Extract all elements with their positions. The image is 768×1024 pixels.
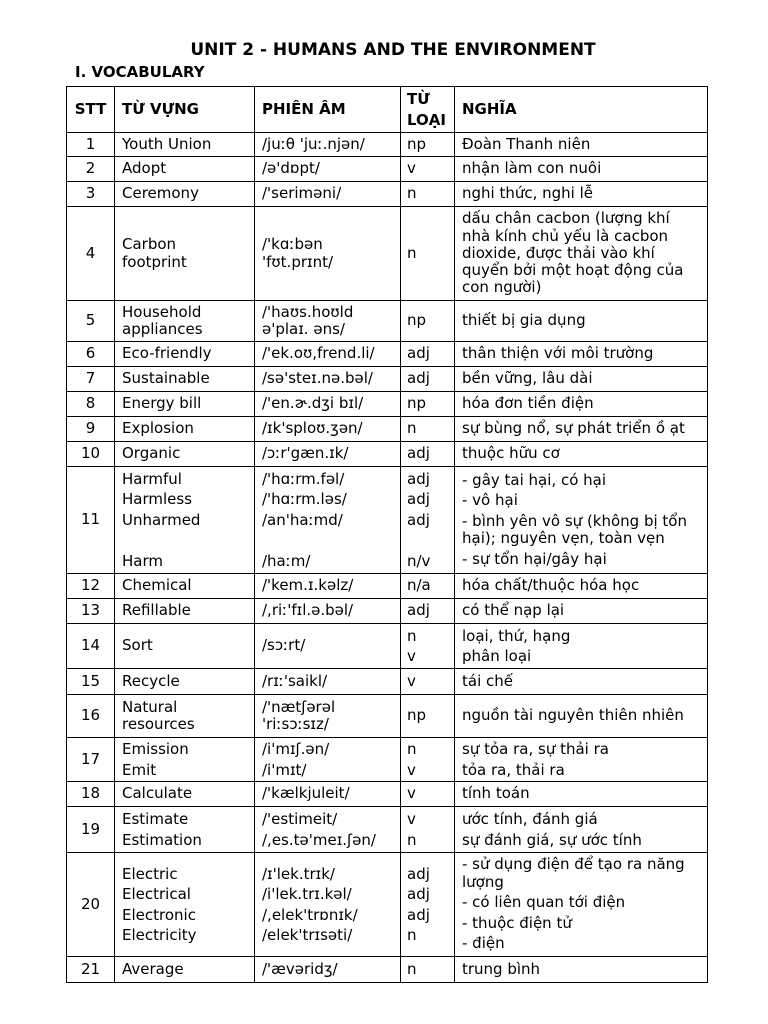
part-of-speech: adj — [401, 599, 455, 624]
meaning: thiết bị gia dụng — [455, 301, 708, 342]
table-row — [67, 157, 708, 182]
table-row — [67, 133, 708, 157]
table-row — [67, 392, 708, 417]
vocab-word-cell — [115, 738, 255, 782]
vocab-word: Sustainable — [115, 367, 255, 392]
vocab-word: Emission — [122, 740, 189, 758]
part-of-speech: np — [401, 301, 455, 342]
part-of-speech: v — [401, 669, 455, 695]
table-row — [67, 442, 708, 467]
part-of-speech: adj — [407, 490, 430, 509]
row-number: 21 — [67, 957, 115, 983]
phonetic-cell — [255, 467, 401, 574]
phonetic: /'en.ɚ.dʒi bɪl/ — [255, 392, 401, 417]
header-word: TỪ VỰNG — [115, 87, 255, 133]
part-of-speech-cell — [401, 853, 455, 957]
meaning: - điện — [462, 934, 505, 953]
vocab-word: Chemical — [115, 574, 255, 599]
blank-line — [262, 530, 398, 551]
meaning: - sử dụng điện để tạo ra năng lượng — [462, 855, 685, 891]
vocab-word: Harmful — [122, 469, 182, 488]
table-row — [67, 738, 708, 782]
part-of-speech-cell — [401, 807, 455, 853]
row-number: 5 — [67, 301, 115, 342]
phonetic: /'kem.ɪ.kəlz/ — [255, 574, 401, 599]
part-of-speech: adj — [401, 442, 455, 467]
phonetic: /elek'trɪsəti/ — [262, 926, 353, 944]
part-of-speech: adj — [401, 342, 455, 367]
part-of-speech: v — [401, 157, 455, 182]
meaning: - vô hại — [462, 491, 518, 510]
meaning: tính toán — [455, 782, 708, 807]
meaning: trung bình — [455, 957, 708, 983]
phonetic: /'hɑːrm.ləs/ — [262, 490, 347, 509]
part-of-speech-cell — [401, 467, 455, 574]
table-row — [67, 301, 708, 342]
meaning: sự tỏa ra, sự thải ra — [462, 740, 609, 758]
header-stt: STT — [67, 87, 115, 133]
vocab-word: Average — [115, 957, 255, 983]
phonetic: /ɪ'lek.trɪk/ — [262, 864, 335, 883]
meaning: dấu chân cacbon (lượng khí nhà kính chủ yếu là cacbon dioxide, được thải vào khí quyển bởi một hoạt động của con người) — [455, 207, 708, 301]
vocab-word: Explosion — [115, 417, 255, 442]
phonetic: /'estimeit/ — [262, 810, 338, 828]
part-of-speech: v — [407, 760, 416, 779]
table-row — [67, 807, 708, 853]
phonetic: /'ek.oʊ,frend.li/ — [255, 342, 401, 367]
meaning: bền vững, lâu dài — [455, 367, 708, 392]
part-of-speech-cell — [401, 738, 455, 782]
blank-line — [122, 530, 248, 551]
meaning-cell — [455, 624, 708, 669]
row-number: 15 — [67, 669, 115, 695]
row-number: 12 — [67, 574, 115, 599]
meaning: - sự tổn hại/gây hại — [462, 549, 607, 568]
part-of-speech: adj — [407, 864, 430, 883]
vocab-word: Adopt — [115, 157, 255, 182]
vocab-word-cell — [115, 467, 255, 574]
vocab-word: Recycle — [115, 669, 255, 695]
part-of-speech: n/a — [401, 574, 455, 599]
phonetic: /,es.tə'meɪ.ʃən/ — [262, 830, 376, 849]
phonetic-cell — [255, 807, 401, 853]
row-number: 7 — [67, 367, 115, 392]
table-row — [67, 599, 708, 624]
phonetic: /rɪː'saikl/ — [255, 669, 401, 695]
meaning: - có liên quan tới điện — [462, 893, 626, 912]
meaning: sự đánh giá, sự ước tính — [462, 830, 642, 849]
vocab-word: Electricity — [122, 926, 197, 944]
table-row — [67, 853, 708, 957]
part-of-speech: n — [407, 626, 417, 645]
vocab-word: Refillable — [115, 599, 255, 624]
part-of-speech: n — [401, 182, 455, 207]
phonetic: /'hɑːrm.fəl/ — [262, 469, 345, 488]
part-of-speech: n — [407, 740, 417, 758]
phonetic: /i'lek.trɪ.kəl/ — [262, 885, 352, 903]
phonetic: /ɔːr'gæn.ɪk/ — [255, 442, 401, 467]
meaning: có thể nạp lại — [455, 599, 708, 624]
part-of-speech: adj — [407, 885, 430, 903]
table-row — [67, 695, 708, 738]
blank-line — [407, 530, 454, 551]
meaning-cell — [455, 467, 708, 574]
meaning: phân loại — [462, 647, 532, 665]
phonetic: /'kælkjuleit/ — [255, 782, 401, 807]
vocab-word: Organic — [115, 442, 255, 467]
row-number: 19 — [67, 807, 115, 853]
meaning: nghi thức, nghi lễ — [455, 182, 708, 207]
phonetic: /juːθ 'juː.njən/ — [255, 133, 401, 157]
part-of-speech: np — [401, 695, 455, 738]
part-of-speech: adj — [407, 469, 430, 488]
vocab-word-cell — [115, 853, 255, 957]
vocab-word: Carbon footprint — [122, 235, 187, 271]
part-of-speech: adj — [407, 905, 430, 924]
part-of-speech: np — [401, 392, 455, 417]
part-of-speech: n — [401, 957, 455, 983]
phonetic: /ə'dɒpt/ — [255, 157, 401, 182]
phonetic: /haːm/ — [262, 551, 311, 570]
table-row — [67, 417, 708, 442]
meaning: hóa đơn tiền điện — [455, 392, 708, 417]
vocab-word: Electronic — [122, 905, 196, 924]
meaning: thân thiện với môi trường — [455, 342, 708, 367]
row-number: 13 — [67, 599, 115, 624]
phonetic-cell — [255, 738, 401, 782]
meaning: loại, thứ, hạng — [462, 626, 571, 645]
part-of-speech: v — [401, 782, 455, 807]
vocab-word: Calculate — [115, 782, 255, 807]
row-number: 3 — [67, 182, 115, 207]
meaning: tái chế — [455, 669, 708, 695]
vocab-word: Electrical — [122, 885, 191, 903]
meaning: - bình yên vô sự (không bị tổn hại); nguyên vẹn, toàn vẹn — [462, 511, 687, 548]
meaning: nguồn tài nguyên thiên nhiên — [455, 695, 708, 738]
meaning: sự bùng nổ, sự phát triển ồ ạt — [455, 417, 708, 442]
phonetic: /sɔːrt/ — [255, 624, 401, 669]
meaning-cell — [455, 853, 708, 957]
row-number: 14 — [67, 624, 115, 669]
vocab-word: Ceremony — [115, 182, 255, 207]
table-row — [67, 782, 708, 807]
meaning: hóa chất/thuộc hóa học — [455, 574, 708, 599]
part-of-speech: n — [407, 926, 417, 944]
table-row — [67, 367, 708, 392]
vocab-word: Harm — [122, 551, 163, 570]
part-of-speech: n — [401, 207, 455, 301]
part-of-speech: n — [401, 417, 455, 442]
part-of-speech: np — [401, 133, 455, 157]
meaning: tỏa ra, thải ra — [462, 760, 565, 779]
row-number: 11 — [67, 467, 115, 574]
row-number: 9 — [67, 417, 115, 442]
table-header-row — [67, 87, 708, 133]
table-row — [67, 669, 708, 695]
meaning: Đoàn Thanh niên — [455, 133, 708, 157]
phonetic: /,riː'fɪl.ə.bəl/ — [255, 599, 401, 624]
row-number: 6 — [67, 342, 115, 367]
vocabulary-table — [66, 86, 708, 983]
table-row — [67, 574, 708, 599]
part-of-speech: n — [407, 830, 417, 849]
phonetic: /ɪk'sploʊ.ʒən/ — [255, 417, 401, 442]
phonetic: /i'mɪʃ.ən/ — [262, 740, 330, 758]
phonetic: /sə'steɪ.nə.bəl/ — [255, 367, 401, 392]
phonetic: /an'haːmd/ — [262, 510, 343, 529]
part-of-speech: n/v — [407, 551, 431, 570]
meaning-cell — [455, 807, 708, 853]
header-part-of-speech: TỪ LOẠI — [401, 87, 455, 133]
section-heading: I. VOCABULARY — [75, 63, 205, 81]
phonetic: /,elek'trɒnɪk/ — [262, 905, 358, 924]
vocab-word-cell — [115, 807, 255, 853]
row-number: 10 — [67, 442, 115, 467]
phonetic: /'ævəridʒ/ — [255, 957, 401, 983]
vocab-word: Estimation — [122, 830, 202, 849]
table-row — [67, 342, 708, 367]
part-of-speech-cell — [401, 624, 455, 669]
meaning: nhận làm con nuôi — [455, 157, 708, 182]
vocab-word: Sort — [115, 624, 255, 669]
part-of-speech: adj — [401, 367, 455, 392]
row-number: 17 — [67, 738, 115, 782]
vocab-word: Electric — [122, 864, 178, 883]
row-number: 20 — [67, 853, 115, 957]
document-title: UNIT 2 - HUMANS AND THE ENVIRONMENT — [190, 40, 596, 60]
vocab-word: Harmless — [122, 490, 193, 509]
meaning: - gây tai hại, có hại — [462, 470, 607, 489]
table-row — [67, 207, 708, 301]
phonetic-cell — [255, 853, 401, 957]
table-row — [67, 182, 708, 207]
phonetic: /'kɑːbən 'fʊt.prɪnt/ — [255, 207, 401, 301]
table-row — [67, 957, 708, 983]
phonetic: /'seriməni/ — [255, 182, 401, 207]
table-row — [67, 467, 708, 574]
part-of-speech: v — [407, 647, 416, 665]
vocab-word: Estimate — [122, 810, 189, 828]
header-meaning: NGHĨA — [455, 87, 708, 133]
row-number: 2 — [67, 157, 115, 182]
part-of-speech: v — [407, 810, 416, 828]
meaning-cell — [455, 738, 708, 782]
row-number: 16 — [67, 695, 115, 738]
vocab-word: Household appliances — [115, 301, 255, 342]
row-number: 1 — [67, 133, 115, 157]
phonetic: /'haʊs.hoʊld ə'plaɪ. əns/ — [255, 301, 401, 342]
vocab-word: Emit — [122, 760, 157, 779]
meaning: - thuộc điện tử — [462, 913, 572, 932]
vocab-word-cell — [115, 207, 255, 301]
phonetic: /i'mɪt/ — [262, 760, 307, 779]
vocab-word: Eco-friendly — [115, 342, 255, 367]
header-phonetic: PHIÊN ÂM — [255, 87, 401, 133]
table-row — [67, 624, 708, 669]
phonetic: /'nætʃərəl 'riːsɔːsɪz/ — [255, 695, 401, 738]
meaning: thuộc hữu cơ — [455, 442, 708, 467]
row-number: 18 — [67, 782, 115, 807]
part-of-speech: adj — [407, 510, 430, 529]
vocab-word: Energy bill — [115, 392, 255, 417]
row-number: 4 — [67, 207, 115, 301]
row-number: 8 — [67, 392, 115, 417]
vocab-word: Youth Union — [115, 133, 255, 157]
vocab-word: Unharmed — [122, 510, 201, 529]
vocab-word: Natural resources — [115, 695, 255, 738]
meaning: ước tính, đánh giá — [462, 810, 598, 828]
